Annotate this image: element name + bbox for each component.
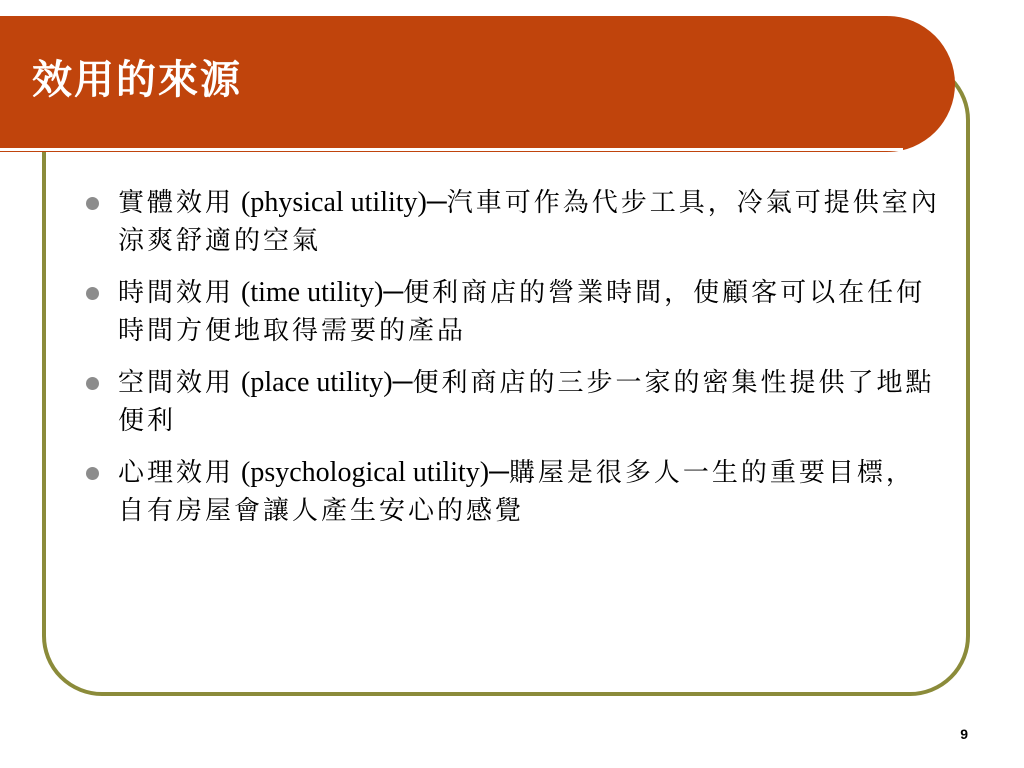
bullet-dot-icon xyxy=(86,287,99,300)
bullet-description: 便利商店的三步一家的密集性提供了地點便利 xyxy=(118,368,935,436)
bullet-term: 心理效用 xyxy=(118,458,235,488)
bullet-dot-icon xyxy=(86,197,99,210)
bullet-english: (time utility)─ xyxy=(234,277,404,308)
bullet-term: 時間效用 xyxy=(118,278,235,308)
bullet-item-place xyxy=(82,364,942,440)
bullet-item-physical xyxy=(82,184,942,260)
bullet-english: (psychological utility)─ xyxy=(234,457,509,488)
page-number: 9 xyxy=(960,726,968,742)
bullet-dot-icon xyxy=(86,377,99,390)
bullet-english: (place utility)─ xyxy=(234,367,413,398)
bullet-description: 便利商店的營業時間，使顧客可以在任何時間方便地取得需要的產品 xyxy=(118,278,926,346)
title-divider xyxy=(0,148,903,151)
bullet-item-time xyxy=(82,274,942,350)
bullet-description: 購屋是很多人一生的重要目標，自有房屋會讓人產生安心的感覺 xyxy=(118,458,915,526)
bullet-description: 汽車可作為代步工具，冷氣可提供室內涼爽舒適的空氣 xyxy=(118,188,940,256)
bullet-english: (physical utility)─ xyxy=(234,187,447,218)
bullet-dot-icon xyxy=(86,467,99,480)
bullet-item-psychological xyxy=(82,454,942,530)
bullet-term: 空間效用 xyxy=(118,368,235,398)
bullet-list xyxy=(82,184,942,544)
bullet-term: 實體效用 xyxy=(118,188,235,218)
slide-title: 效用的來源 xyxy=(32,56,242,103)
